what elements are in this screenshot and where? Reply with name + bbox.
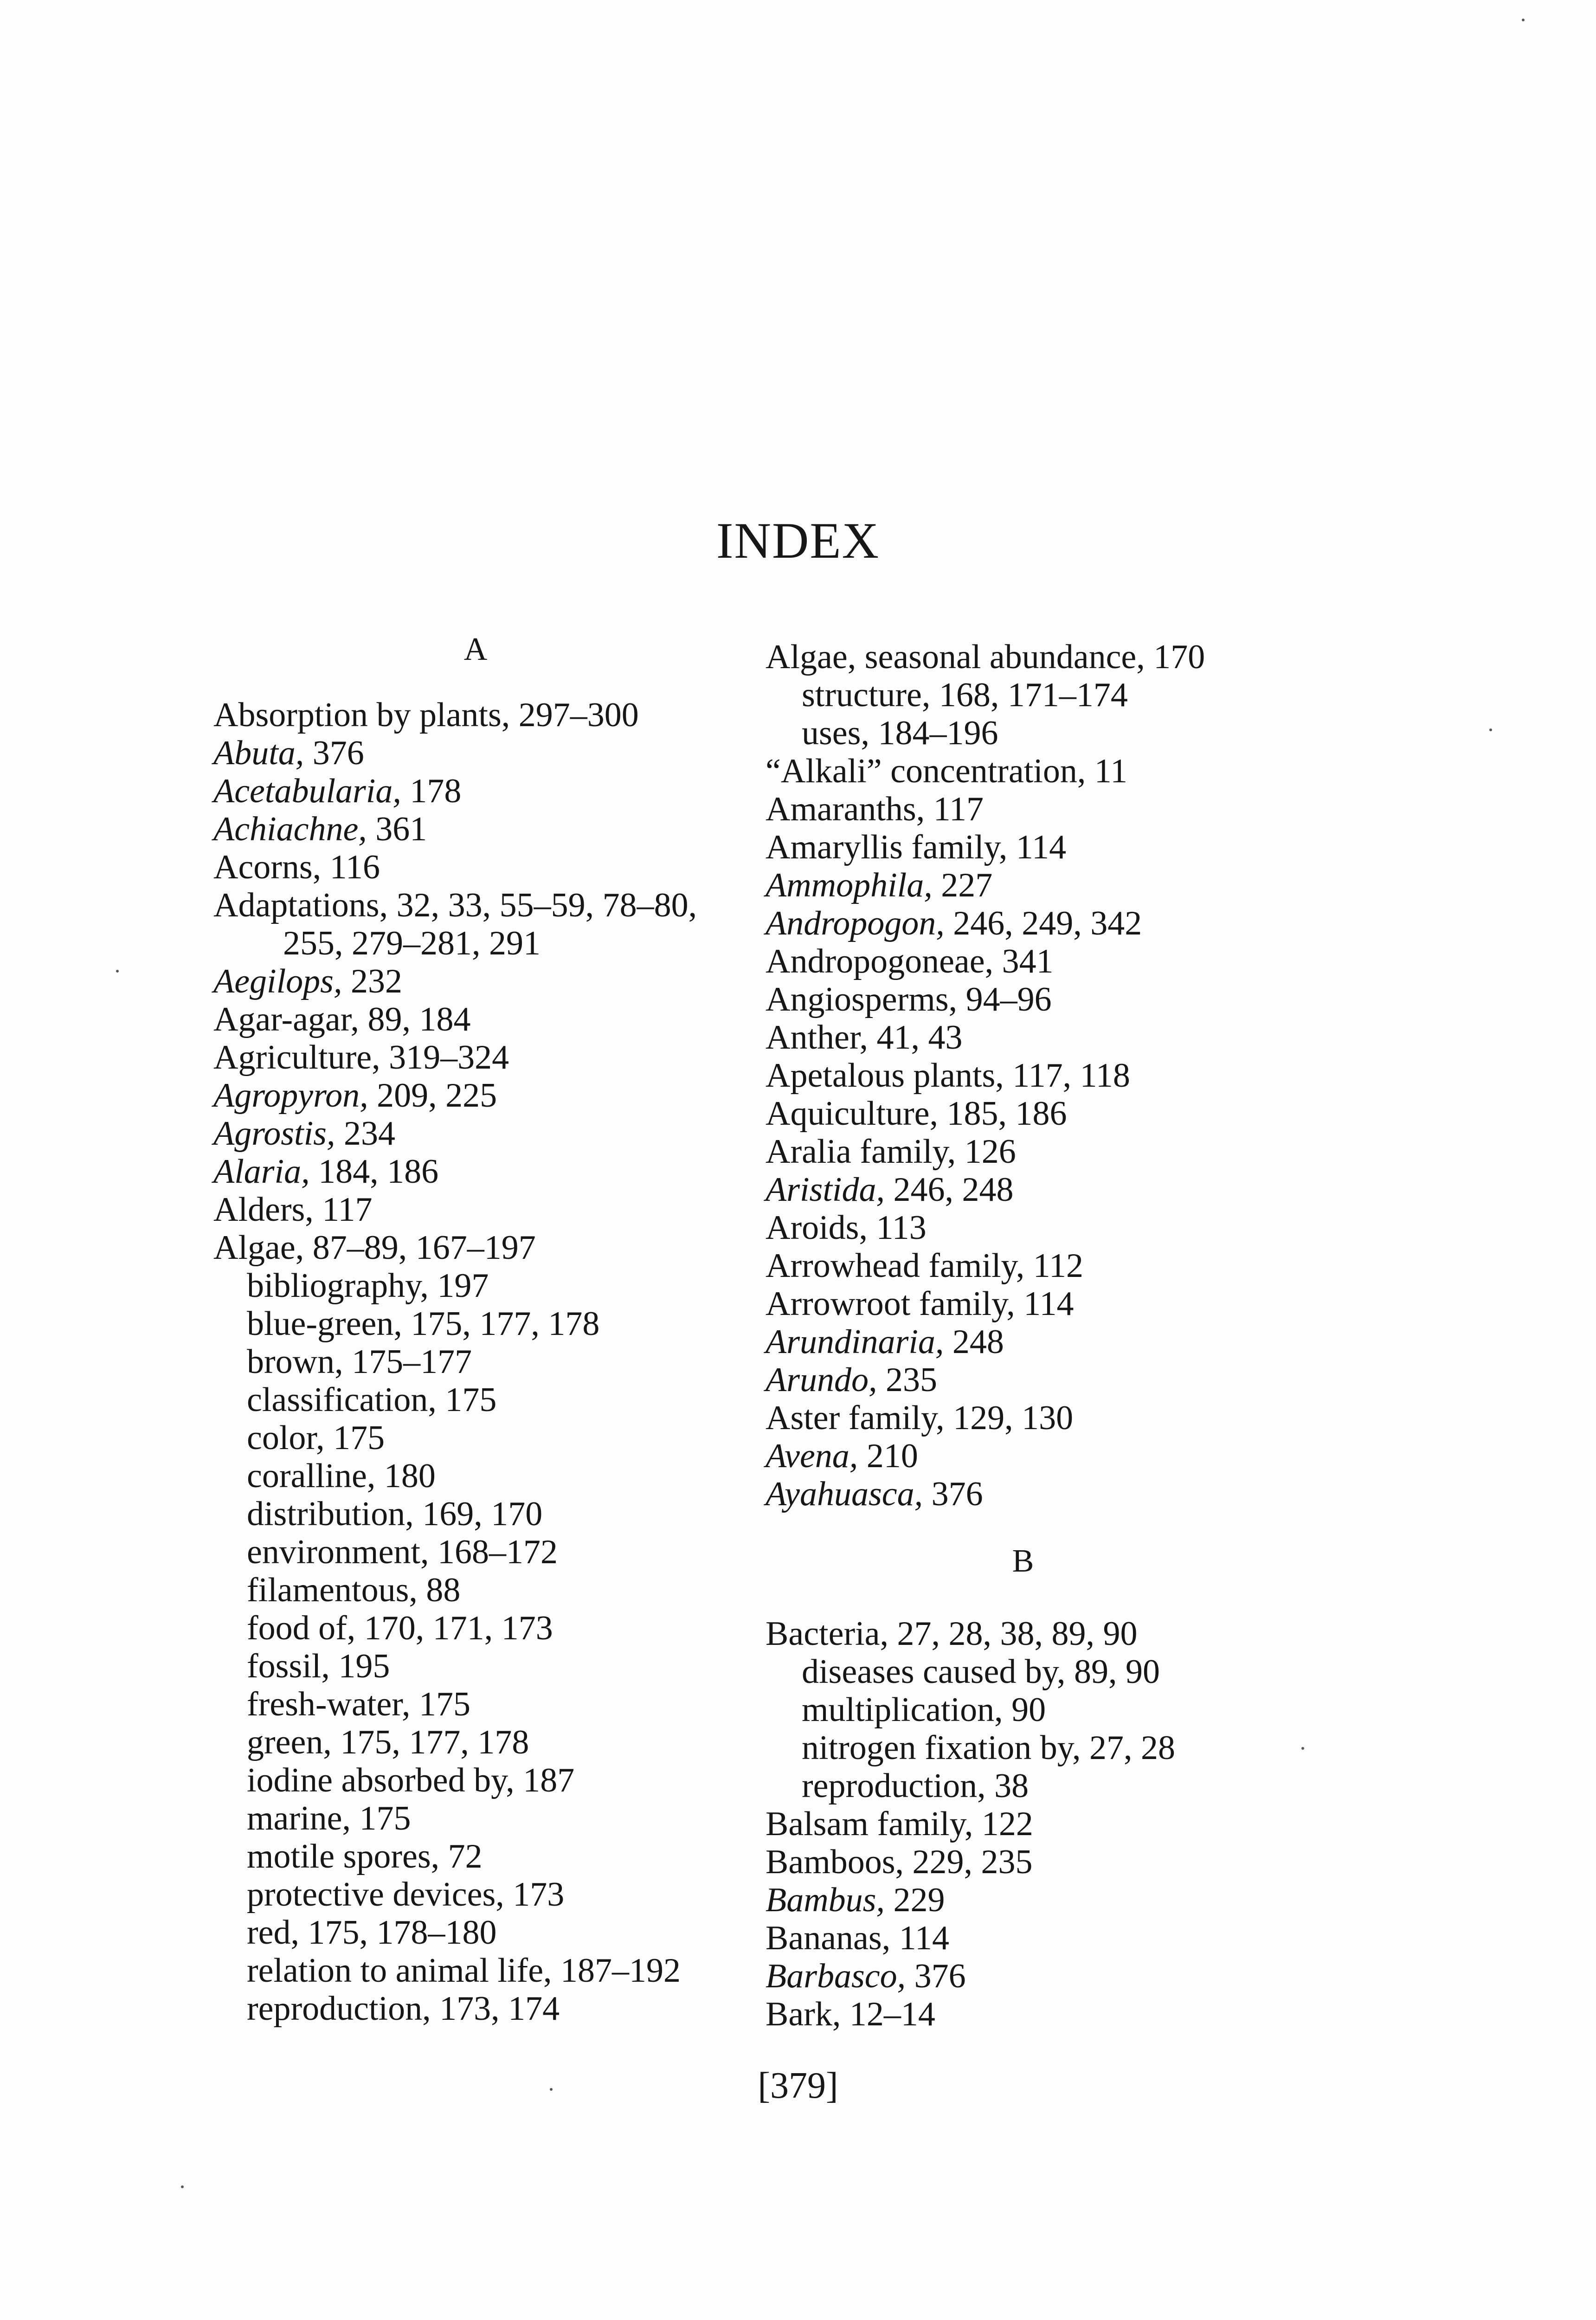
index-subentry: iodine absorbed by, 187 [247,1761,575,1799]
index-entry: Adaptations, 32, 33, 55–59, 78–80, [213,886,697,924]
index-entry: Bambus, 229 [766,1881,945,1919]
index-entry: Aster family, 129, 130 [766,1399,1074,1437]
index-entry: Balsam family, 122 [766,1805,1033,1843]
index-subentry: distribution, 169, 170 [247,1495,543,1533]
index-entry: Bark, 12–14 [766,1995,935,2033]
index-entry: Arrowroot family, 114 [766,1285,1074,1323]
index-entry: Acorns, 116 [213,848,380,886]
index-subentry: protective devices, 173 [247,1875,565,1914]
index-subentry: reproduction, 38 [802,1767,1029,1805]
page-number: [379] [758,2065,838,2106]
index-entry: Arrowhead family, 112 [766,1247,1083,1285]
index-entry: Aristida, 246, 248 [766,1171,1014,1209]
index-subentry: nitrogen fixation by, 27, 28 [802,1729,1175,1767]
index-column-right-a [766,638,1205,1513]
index-subentry: color, 175 [247,1419,385,1457]
index-entry: Agar-agar, 89, 184 [213,1000,471,1038]
index-subentry: diseases caused by, 89, 90 [802,1653,1160,1691]
index-subentry: uses, 184–196 [802,714,998,752]
index-subentry: classification, 175 [247,1381,497,1419]
index-entry: Amaryllis family, 114 [766,828,1067,866]
section-heading-a: A [463,632,488,667]
index-subentry: marine, 175 [247,1799,411,1837]
index-entry: Aegilops, 232 [213,962,402,1000]
scan-speck [1301,1747,1304,1750]
index-entry: Agropyron, 209, 225 [213,1076,497,1115]
index-subentry: blue-green, 175, 177, 178 [247,1305,600,1343]
index-subentry: multiplication, 90 [802,1691,1046,1729]
index-entry: Ayahuasca, 376 [766,1475,983,1513]
index-entry: Aralia family, 126 [766,1133,1016,1171]
index-entry: Andropogoneae, 341 [766,942,1054,980]
index-entry: Anther, 41, 43 [766,1018,963,1057]
index-subentry: coralline, 180 [247,1457,436,1495]
index-entry: Achiachne, 361 [213,810,427,848]
index-column-left [213,696,697,2028]
index-entry: Andropogon, 246, 249, 342 [766,904,1142,942]
index-subentry: green, 175, 177, 178 [247,1723,529,1761]
scan-speck [1522,19,1525,21]
index-entry: Avena, 210 [766,1437,918,1475]
scan-speck [550,2088,553,2091]
index-entry: Aquiculture, 185, 186 [766,1095,1067,1133]
index-entry: Arundo, 235 [766,1361,937,1399]
section-heading-b: B [1012,1543,1034,1579]
index-entry: Acetabularia, 178 [213,772,462,810]
index-entry: Apetalous plants, 117, 118 [766,1057,1130,1095]
index-entry: Angiosperms, 94–96 [766,980,1052,1018]
scan-speck [181,2185,184,2188]
index-subentry: red, 175, 178–180 [247,1914,497,1952]
index-subentry: reproduction, 173, 174 [247,1990,560,2028]
index-subentry: food of, 170, 171, 173 [247,1609,553,1647]
index-entry: Aroids, 113 [766,1209,927,1247]
index-entry: Ammophila, 227 [766,866,993,904]
scan-speck [1489,728,1492,731]
index-entry: Algae, 87–89, 167–197 [213,1229,536,1267]
index-entry-continuation: 255, 279–281, 291 [283,924,541,962]
index-column-right-b [766,1615,1175,2033]
index-subentry: fresh-water, 175 [247,1685,470,1723]
index-entry: Abuta, 376 [213,734,364,772]
index-entry: Alders, 117 [213,1191,373,1229]
index-entry: Barbasco, 376 [766,1957,966,1995]
scan-speck [116,970,119,973]
index-entry: Bamboos, 229, 235 [766,1843,1033,1881]
index-subentry: structure, 168, 171–174 [802,676,1128,714]
index-entry: Agriculture, 319–324 [213,1038,509,1076]
index-entry: Bananas, 114 [766,1919,949,1957]
index-subentry: brown, 175–177 [247,1343,472,1381]
index-subentry: bibliography, 197 [247,1267,489,1305]
index-entry: “Alkali” concentration, 11 [766,752,1128,790]
index-entry: Amaranths, 117 [766,790,984,828]
index-subentry: filamentous, 88 [247,1571,461,1609]
index-entry: Arundinaria, 248 [766,1323,1004,1361]
index-subentry: environment, 168–172 [247,1533,558,1571]
index-entry: Agrostis, 234 [213,1115,395,1153]
index-entry: Algae, seasonal abundance, 170 [766,638,1205,676]
index-entry: Absorption by plants, 297–300 [213,696,639,734]
index-subentry: motile spores, 72 [247,1837,483,1875]
index-entry: Alaria, 184, 186 [213,1153,439,1191]
index-subentry: fossil, 195 [247,1647,390,1685]
page-title: INDEX [716,512,880,569]
index-entry: Bacteria, 27, 28, 38, 89, 90 [766,1615,1138,1653]
index-subentry: relation to animal life, 187–192 [247,1952,681,1990]
